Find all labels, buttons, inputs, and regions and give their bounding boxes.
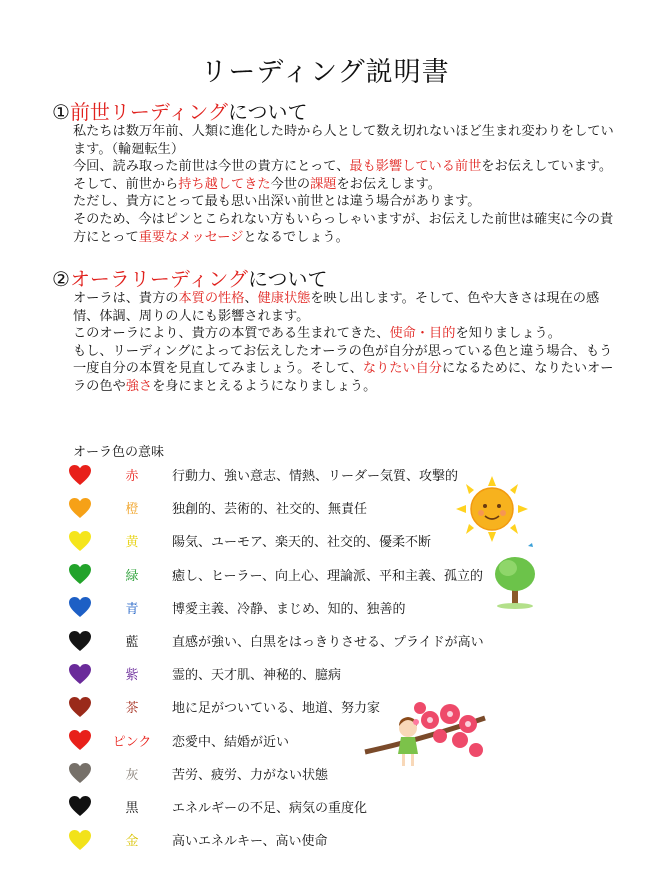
aura-color-list <box>68 458 484 856</box>
aura-color-row <box>68 657 468 690</box>
section-2-highlight: 健康状態 <box>257 291 311 306</box>
aura-color-name: 藍 <box>125 635 139 651</box>
aura-color-meaning: 行動力、強い意志、情熱、リーダー気質、攻撃的 <box>172 469 459 485</box>
section-1-text: 私たちは数万年前、人類に進化した時から人として数え切れないほど生まれ変わりをしています。（輪廻転生） <box>73 124 614 157</box>
section-2-text: オーラは、貴方の <box>73 291 179 306</box>
section-1-heading <box>52 96 308 125</box>
aura-color-name: 紫 <box>125 668 139 684</box>
section-1-paragraph <box>73 123 621 158</box>
tree-illustration <box>490 540 540 610</box>
section-2-text: このオーラにより、貴方の本質である生まれてきた、 <box>73 326 390 342</box>
section-1-text: をお伝えします。 <box>336 176 441 192</box>
section-2-text: を映し出します。そして、色や大きさは現在の感情、体調、周りの人にも影響されます。 <box>73 291 600 324</box>
aura-color-row <box>68 823 468 856</box>
aura-color-row <box>68 558 483 591</box>
aura-color-name: 緑 <box>125 568 139 584</box>
aura-color-meaning: 霊的、天才肌、神秘的、臆病 <box>172 668 342 684</box>
aura-color-meaning: 癒し、ヒーラー、向上心、理論派、平和主義、孤立的 <box>172 568 483 584</box>
section-2-highlight: 使命・目的 <box>389 326 456 342</box>
section-1-paragraph <box>73 211 621 246</box>
aura-color-row <box>68 458 468 491</box>
heart-icon <box>68 762 92 784</box>
heart-icon <box>68 829 92 851</box>
section-2-text: 、 <box>244 291 258 306</box>
aura-color-meaning: 恋愛中、結婚が近い <box>172 734 290 750</box>
section-1-text: をお伝えしています。 <box>481 159 613 175</box>
heart-icon <box>68 530 92 552</box>
aura-color-meaning: 高いエネルキー、高い使命 <box>172 834 328 850</box>
section-2-paragraph <box>73 343 621 396</box>
section-1-text: となるでしょう。 <box>243 229 349 245</box>
aura-color-name: 赤 <box>125 469 139 485</box>
section-2-heading <box>52 263 328 292</box>
section-2-text: もし、リーディングによってお伝えしたオーラの色が自分が思っている色と違う場合、もう一度自分の本質を見直してみましょう。そして、 <box>73 343 613 377</box>
aura-color-name: 金 <box>125 834 139 850</box>
heart-icon <box>68 630 92 652</box>
aura-legend-title: オーラ色の意味 <box>73 445 165 460</box>
aura-color-name: 黒 <box>125 800 139 816</box>
aura-color-name: ピンク <box>112 734 152 750</box>
aura-color-name: 灰 <box>125 767 139 783</box>
section-2-paragraph <box>73 290 621 325</box>
section-1-heading-rest: について <box>227 100 308 124</box>
aura-color-row <box>68 790 468 823</box>
dragonfly-icon <box>528 543 533 547</box>
section-2-highlight: なりたい自分 <box>362 361 442 377</box>
aura-color-meaning: 地に足がついている、地道、努力家 <box>172 701 381 717</box>
aura-color-meaning: 苦労、疲労、力がない状態 <box>172 767 329 783</box>
heart-icon <box>68 795 92 817</box>
heart-icon <box>68 729 92 751</box>
section-2-text: を知りましょう。 <box>455 326 561 342</box>
section-1-text: そのため、今はピンとこられない方もいらっしゃいますが、お伝えした前世は確実に今の貴方にとって <box>73 211 614 245</box>
section-1-heading-red: 前世リーディング <box>69 100 228 124</box>
section-1-body <box>73 123 621 246</box>
aura-color-name: 茶 <box>125 701 139 717</box>
aura-color-row <box>68 591 468 624</box>
section-2-paragraph <box>73 325 621 343</box>
aura-color-meaning: エネルギーの不足、病気の重度化 <box>172 800 368 816</box>
heart-icon <box>68 696 92 718</box>
section-1-highlight: 課題 <box>310 176 337 192</box>
girl-flowers-illustration <box>360 700 490 780</box>
page-title: リーディング説明書 <box>200 57 450 88</box>
section-1-text: 今回、読み取った前世は今世の貴方にとって、 <box>73 159 350 175</box>
aura-color-name: 橙 <box>125 502 139 518</box>
section-1-paragraph <box>73 158 621 176</box>
heart-icon <box>68 596 92 618</box>
section-2-heading-rest: について <box>247 267 328 291</box>
section-1-highlight: 持ち越してきた <box>178 176 271 192</box>
heart-icon <box>68 663 92 685</box>
section-1-highlight: 最も影響している前世 <box>349 159 482 175</box>
section-2-text: を身にまとえるようになりましょう。 <box>152 378 377 394</box>
aura-color-meaning: 博愛主義、冷静、まじめ、知的、独善的 <box>172 601 406 617</box>
heart-icon <box>68 497 92 519</box>
aura-color-name: 黄 <box>125 535 139 551</box>
section-1-highlight: 重要なメッセージ <box>138 229 244 245</box>
aura-color-meaning: 独創的、芸術的、社交的、無責任 <box>172 502 368 518</box>
section-1-text: ただし、貴方にとって最も思い出深い前世とは違う場合があります。 <box>73 194 481 210</box>
aura-color-meaning: 直感が強い、白黒をはっきりさせる、プライドが高い <box>172 635 484 651</box>
section-2-text: になるために、なりたいオーラの色や <box>73 361 614 394</box>
sun-illustration <box>452 474 532 544</box>
section-1-text: 今世の <box>270 176 311 192</box>
aura-color-row <box>68 624 484 657</box>
aura-color-row <box>68 524 468 557</box>
section-1-paragraph <box>73 176 621 194</box>
aura-color-meaning: 陽気、ユーモア、楽天的、社交的、優柔不断 <box>172 535 431 551</box>
section-1-paragraph <box>73 193 621 211</box>
heart-icon <box>68 464 92 486</box>
heart-icon <box>68 563 92 585</box>
aura-color-row <box>68 491 468 524</box>
section-2-highlight: 強さ <box>125 378 153 394</box>
section-2-heading-red: オーラリーディング <box>69 267 248 291</box>
aura-color-name: 青 <box>125 601 139 617</box>
section-1-text: そして、前世から <box>73 176 179 192</box>
section-1-number: ① <box>52 100 70 124</box>
section-2-body <box>73 290 621 396</box>
section-2-number: ② <box>52 267 70 291</box>
section-2-highlight: 本質の性格 <box>178 291 245 306</box>
